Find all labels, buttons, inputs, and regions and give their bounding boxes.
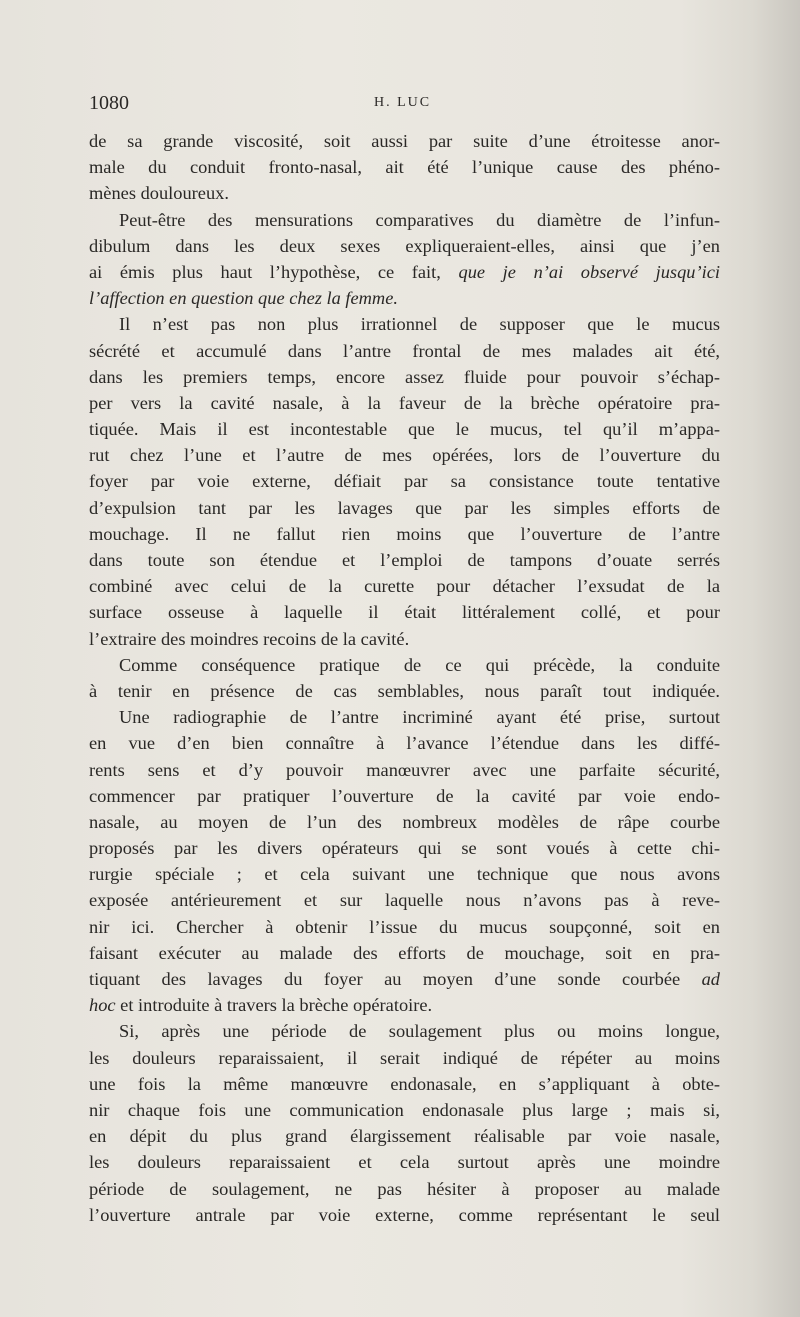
- line-text: male du conduit fronto-nasal, ait été l’unique cause des phéno-: [89, 157, 720, 178]
- text-line: [89, 338, 720, 364]
- text-line: [89, 783, 720, 809]
- text-line: [89, 128, 720, 154]
- line-text: exposée antérieurement et sur laquelle nous n’avons pas à reve-: [89, 890, 720, 911]
- line-text: tiquée. Mais il est incontestable que le mucus, tel qu’il m’appa-: [89, 419, 720, 440]
- line-text: rut chez l’une et l’autre de mes opérées, lors de l’ouverture du: [89, 445, 720, 466]
- text-line: [89, 626, 720, 652]
- line-text: surface osseuse à laquelle il était littéralement collé, et pour: [89, 602, 720, 623]
- text-line: [89, 757, 720, 783]
- text-line: [89, 1018, 720, 1044]
- text-line: [89, 311, 720, 337]
- text-line: [89, 573, 720, 599]
- page-header: [89, 92, 720, 118]
- line-text: Une radiographie de l’antre incriminé ayant été prise, surtout: [119, 707, 720, 728]
- line-text: d’expulsion tant par les lavages que par les simples efforts de: [89, 497, 720, 518]
- body-text: [89, 128, 720, 1228]
- text-line: [89, 1071, 720, 1097]
- text-line: [89, 416, 720, 442]
- line-italic-text: l’affection en question que chez la femme.: [89, 288, 398, 309]
- text-line: [89, 390, 720, 416]
- text-line: [89, 861, 720, 887]
- line-text: per vers la cavité nasale, à la faveur de la brèche opératoire pra-: [89, 392, 720, 413]
- running-head: H. LUC: [374, 95, 432, 110]
- line-text: dans toute son étendue et l’emploi de tampons d’ouate serrés: [89, 550, 720, 570]
- line-text: nir chaque fois une communication endonasale plus large ; mais si,: [89, 1099, 720, 1120]
- text-line: [89, 1149, 720, 1175]
- text-line: [89, 809, 720, 835]
- text-line: [89, 992, 720, 1018]
- text-line: [89, 207, 720, 233]
- text-line: [89, 1097, 720, 1123]
- line-text: en vue d’en bien connaître à l’avance l’étendue dans les diffé-: [89, 733, 720, 754]
- line-text: commencer par pratiquer l’ouverture de la cavité par voie endo-: [89, 785, 720, 806]
- text-line: [89, 730, 720, 756]
- line-text: faisant exécuter au malade des efforts de mouchage, soit en pra-: [89, 942, 720, 963]
- line-text: dans les premiers temps, encore assez fluide pour pouvoir s’échap-: [89, 366, 720, 387]
- page-number: 1080: [89, 92, 129, 114]
- text-line: [89, 364, 720, 390]
- text-line: [89, 966, 720, 992]
- text-line: [89, 468, 720, 494]
- line-text: Si, après une période de soulagement plus ou moins longue,: [119, 1021, 720, 1042]
- line-text: Il n’est pas non plus irrationnel de supposer que le mucus: [119, 314, 720, 335]
- line-text: nasale, au moyen de l’un des nombreux modèles de râpe courbe: [89, 811, 720, 832]
- text-line: [89, 652, 720, 678]
- text-line: [89, 887, 720, 913]
- text-line: [89, 1176, 720, 1202]
- line-text: rents sens et d’y pouvoir manœuvrer avec une parfaite sécurité,: [89, 759, 720, 780]
- line-italic-text: hoc: [89, 995, 116, 1016]
- text-line: [89, 442, 720, 468]
- line-text: en dépit du plus grand élargissement réalisable par voie nasale,: [89, 1126, 720, 1147]
- line-text: mènes douloureux.: [89, 183, 229, 204]
- text-line: [89, 678, 720, 704]
- line-text: combiné avec celui de la curette pour détacher l’exsudat de la: [89, 576, 720, 597]
- text-line: [89, 1045, 720, 1071]
- line-text: une fois la même manœuvre endonasale, en s’appliquant à obte-: [89, 1073, 720, 1094]
- line-text: l’ouverture antrale par voie externe, comme représentant le seul: [89, 1204, 720, 1225]
- line-text: ai émis plus haut l’hypothèse, ce fait,: [89, 261, 441, 282]
- text-line: [89, 495, 720, 521]
- text-line: [89, 259, 720, 285]
- text-line: [89, 154, 720, 180]
- text-line: [89, 704, 720, 730]
- text-line: [89, 1123, 720, 1149]
- line-text: rurgie spéciale ; et cela suivant une technique que nous avons: [89, 864, 720, 885]
- text-line: [89, 1202, 720, 1228]
- text-line: [89, 233, 720, 259]
- text-line: [89, 547, 720, 573]
- line-italic-text: que je n’ai observé jusqu’ici: [458, 261, 720, 282]
- line-text: sécrété et accumulé dans l’antre frontal de mes malades ait été,: [89, 340, 720, 361]
- line-text: de sa grande viscosité, soit aussi par suite d’une étroitesse anor-: [89, 131, 720, 151]
- text-line: [89, 599, 720, 625]
- line-text: Comme conséquence pratique de ce qui précède, la conduite: [119, 654, 720, 675]
- text-line: [89, 180, 720, 206]
- line-text: tiquant des lavages du foyer au moyen d’une sonde courbée: [89, 969, 681, 989]
- line-text: Peut-être des mensurations comparatives du diamètre de l’infun-: [119, 209, 720, 230]
- line-text: les douleurs reparaissaient, il serait indiqué de répéter au moins: [89, 1047, 720, 1068]
- line-italic-text: ad: [701, 969, 720, 989]
- text-line: [89, 940, 720, 966]
- text-line: [89, 521, 720, 547]
- line-text: foyer par voie externe, défiait par sa consistance toute tentative: [89, 471, 720, 492]
- line-text: période de soulagement, ne pas hésiter à proposer au malade: [89, 1178, 720, 1199]
- text-line: [89, 285, 720, 311]
- line-text: les douleurs reparaissaient et cela surtout après une moindre: [89, 1152, 720, 1173]
- text-line: [89, 914, 720, 940]
- text-line: [89, 835, 720, 861]
- line-text: et introduite à travers la brèche opératoire.: [120, 995, 433, 1016]
- line-text: l’extraire des moindres recoins de la cavité.: [89, 628, 410, 649]
- line-text: proposés par les divers opérateurs qui se sont voués à cette chi-: [89, 838, 720, 859]
- line-text: nir ici. Chercher à obtenir l’issue du mucus soupçonné, soit en: [89, 916, 720, 937]
- line-text: dibulum dans les deux sexes expliqueraient-elles, ainsi que j’en: [89, 235, 720, 256]
- line-text: à tenir en présence de cas semblables, nous paraît tout indiquée.: [89, 680, 720, 701]
- line-text: mouchage. Il ne fallut rien moins que l’ouverture de l’antre: [89, 523, 720, 544]
